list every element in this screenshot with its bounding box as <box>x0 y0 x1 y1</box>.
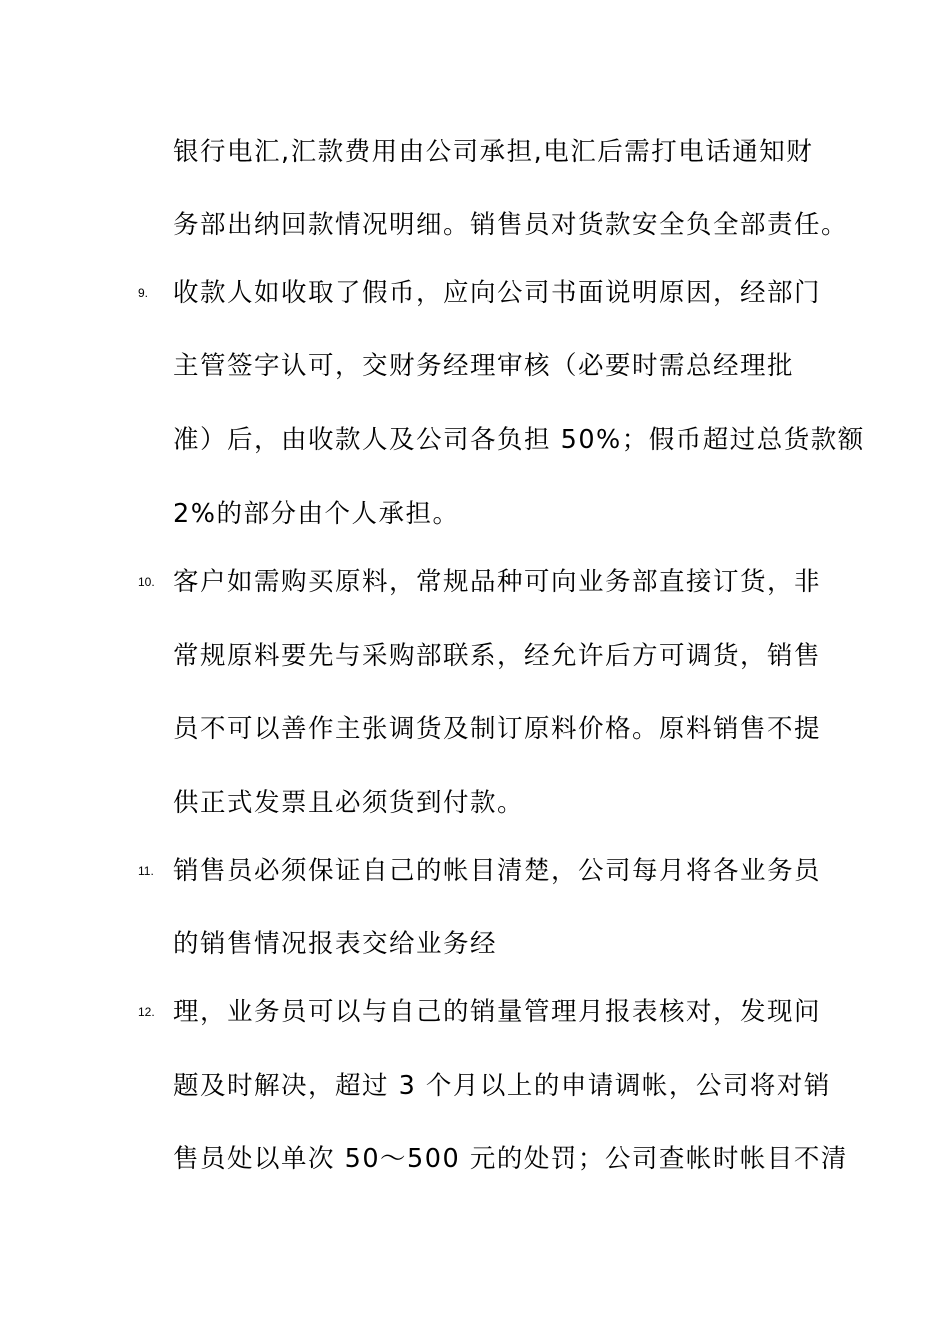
paragraph-line: 的销售情况报表交给业务经 <box>173 929 498 959</box>
paragraph-line: 银行电汇,汇款费用由公司承担,电汇后需打电话通知财 <box>173 137 814 167</box>
paragraph-line: 理，业务员可以与自己的销量管理月报表核对，发现问 <box>173 997 822 1027</box>
paragraph-line: 务部出纳回款情况明细。销售员对货款安全负全部责任。 <box>173 210 849 240</box>
paragraph-line: 题及时解决，超过 3 个月以上的申请调帐，公司将对销 <box>173 1071 831 1101</box>
paragraph-line: 2%的部分由个人承担。 <box>173 499 460 529</box>
paragraph-line: 供正式发票且必须货到付款。 <box>173 788 525 818</box>
paragraph-line: 销售员必须保证自己的帐目清楚，公司每月将各业务员 <box>173 856 822 886</box>
paragraph-line: 员不可以善作主张调货及制订原料价格。原料销售不提 <box>173 714 822 744</box>
paragraph-line: 准）后，由收款人及公司各负担 50%；假币超过总货款额 <box>173 425 865 455</box>
list-number: 9. <box>138 286 149 300</box>
paragraph-line: 收款人如收取了假币，应向公司书面说明原因，经部门 <box>173 278 822 308</box>
list-number: 11. <box>138 864 154 878</box>
paragraph-line: 常规原料要先与采购部联系，经允许后方可调货，销售 <box>173 641 822 671</box>
list-number: 10. <box>138 575 155 589</box>
list-number: 12. <box>138 1005 155 1019</box>
paragraph-line: 主管签字认可，交财务经理审核（必要时需总经理批 <box>173 351 795 381</box>
paragraph-line: 客户如需购买原料，常规品种可向业务部直接订货，非 <box>173 567 822 597</box>
paragraph-line: 售员处以单次 50～500 元的处罚；公司查帐时帐目不清 <box>173 1144 848 1174</box>
